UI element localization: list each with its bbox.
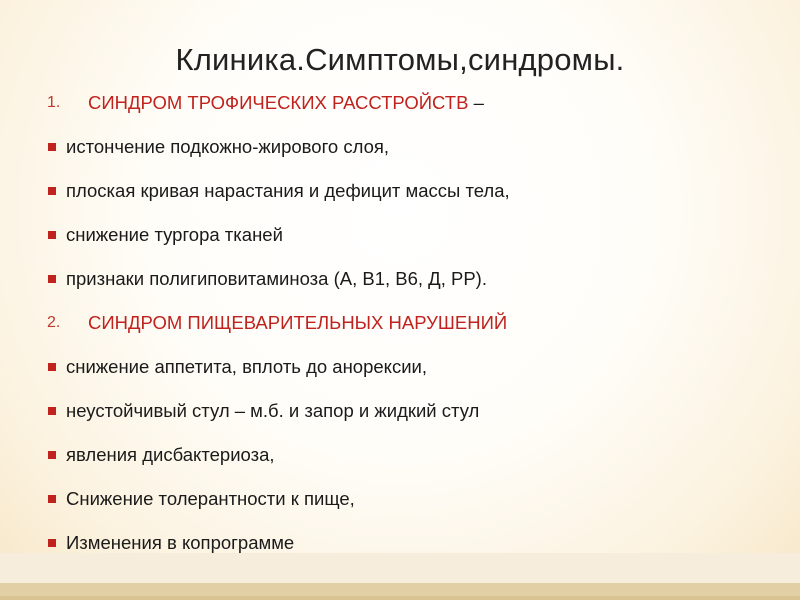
list-item-text: Снижение толерантности к пище, [66, 488, 355, 509]
heading-text: СИНДРОМ ПИЩЕВАРИТЕЛЬНЫХ НАРУШЕНИЙ [88, 312, 508, 333]
footer-stripe [0, 583, 800, 596]
section-heading-digestive [88, 312, 507, 334]
square-bullet-icon [48, 187, 56, 195]
list-number: 1. [47, 94, 61, 111]
list-item-text: явления дисбактериоза, [66, 444, 275, 465]
square-bullet-icon [48, 407, 56, 415]
square-bullet-icon [48, 451, 56, 459]
list-item-text: Изменения в копрограмме [66, 532, 295, 553]
section-heading-trophic [88, 92, 484, 114]
list-item-text: неустойчивый стул – м.б. и запор и жидкий стул [66, 400, 480, 421]
square-bullet-icon [48, 231, 56, 239]
square-bullet-icon [48, 363, 56, 371]
heading-suffix: – [468, 92, 484, 113]
list-item-text: признаки полигиповитаминоза (А, В1, В6, Д, РР). [66, 268, 487, 289]
heading-text: СИНДРОМ ТРОФИЧЕСКИХ РАССТРОЙСТВ [88, 92, 469, 113]
list-item-text: истончение подкожно-жирового слоя, [66, 136, 390, 157]
list-item-text: снижение аппетита, вплоть до анорексии, [66, 356, 428, 377]
footer-band [0, 553, 800, 583]
square-bullet-icon [48, 495, 56, 503]
list-number: 2. [47, 314, 61, 331]
slide-title: Клиника.Симптомы,синдромы. [175, 42, 625, 77]
square-bullet-icon [48, 539, 56, 547]
square-bullet-icon [48, 143, 56, 151]
square-bullet-icon [48, 275, 56, 283]
footer-edge [0, 596, 800, 600]
list-item-text: плоская кривая нарастания и дефицит массы тела, [66, 180, 510, 201]
list-item-text: снижение тургора тканей [66, 224, 283, 245]
